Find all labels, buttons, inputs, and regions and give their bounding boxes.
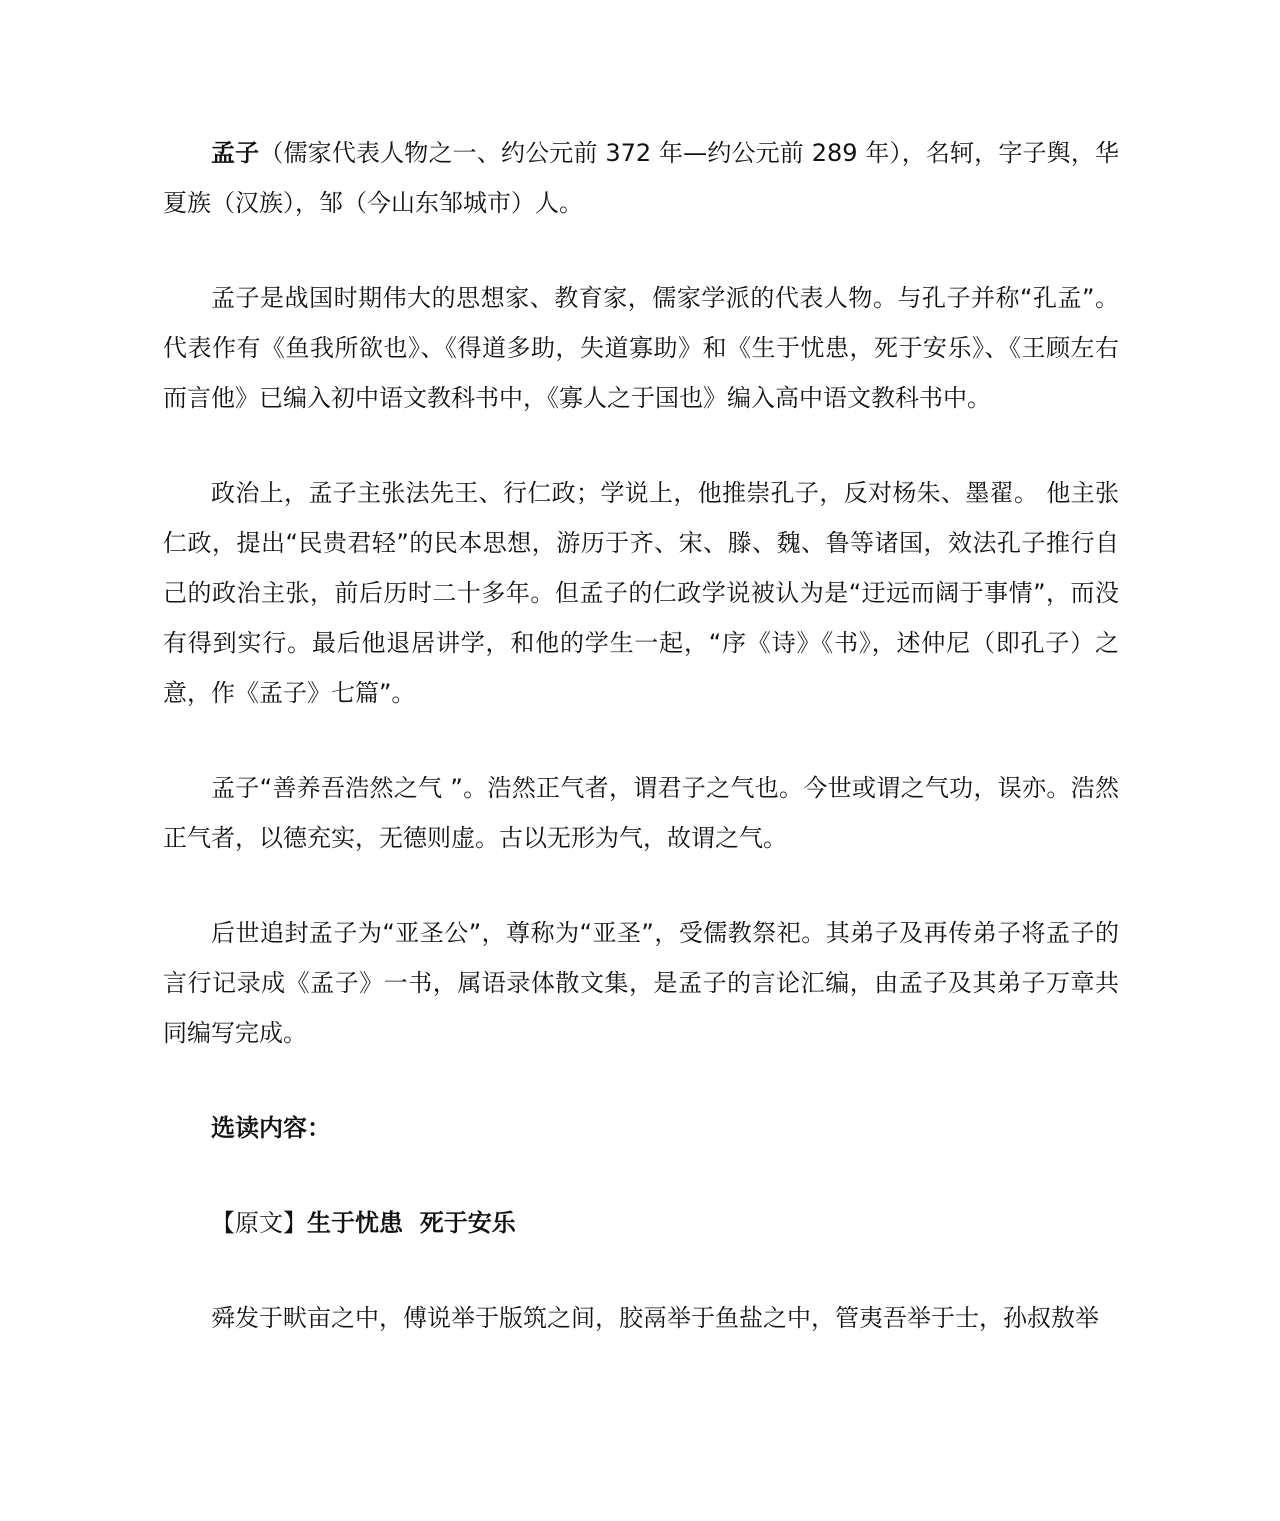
document-page [163, 128, 1119, 1388]
paragraph-legacy: 后世追封孟子为“亚圣公”，尊称为“亚圣”，受儒教祭祀。其弟子及再传弟子将孟子的言行记录成《孟子》一书，属语录体散文集，是孟子的言论汇编，由孟子及其弟子万章共同编写完成。 [163, 919, 1119, 1047]
paragraph-qi: 孟子“善养吾浩然之气 ”。浩然正气者，谓君子之气也。今世或谓之气功，误亦。浩然正气者，以德充实，无德则虚。古以无形为气，故谓之气。 [163, 774, 1119, 852]
subject-name: 孟子 [211, 139, 260, 167]
original-label: 【原文】 [211, 1209, 307, 1237]
section-heading [163, 1103, 1119, 1153]
original-heading [163, 1198, 1119, 1248]
paragraph-works: 孟子是战国时期伟大的思想家、教育家，儒家学派的代表人物。与孔子并称“孔孟”。代表作有《鱼我所欲也》、《得道多助，失道寡助》和《生于忧患，死于安乐》、《王顾左右而言他》已编入初中语文教科书中，《寡人之于国也》编入高中语文教科书中。 [163, 284, 1119, 412]
paragraph-intro [163, 128, 1119, 228]
paragraph-original-text: 舜发于畎亩之中，傅说举于版筑之间，胶鬲举于鱼盐之中，管夷吾举于士，孙叔敖举 [211, 1304, 1099, 1332]
paragraph-politics: 政治上，孟子主张法先王、行仁政；学说上，他推崇孔子，反对杨朱、墨翟。 他主张仁政，提出“民贵君轻”的民本思想，游历于齐、宋、滕、魏、鲁等诸国，效法孔子推行自己的政治主张，前后历时二十多年。但孟子的仁政学说被认为是“迂远而阔于事情”，而没有得到实行。最后他退居讲学，和他的学生一起，“序《诗》《书》，述仲尼（即孔子）之意，作《孟子》七篇”。 [163, 479, 1119, 707]
section-heading-text: 选读内容： [211, 1114, 331, 1142]
intro-text: （儒家代表人物之一、约公元前 372 年—约公元前 289 年），名轲，字子舆，华夏族（汉族），邹（今山东邹城市）人。 [163, 139, 1119, 217]
original-title: 生于忧患 死于安乐 [307, 1209, 516, 1237]
